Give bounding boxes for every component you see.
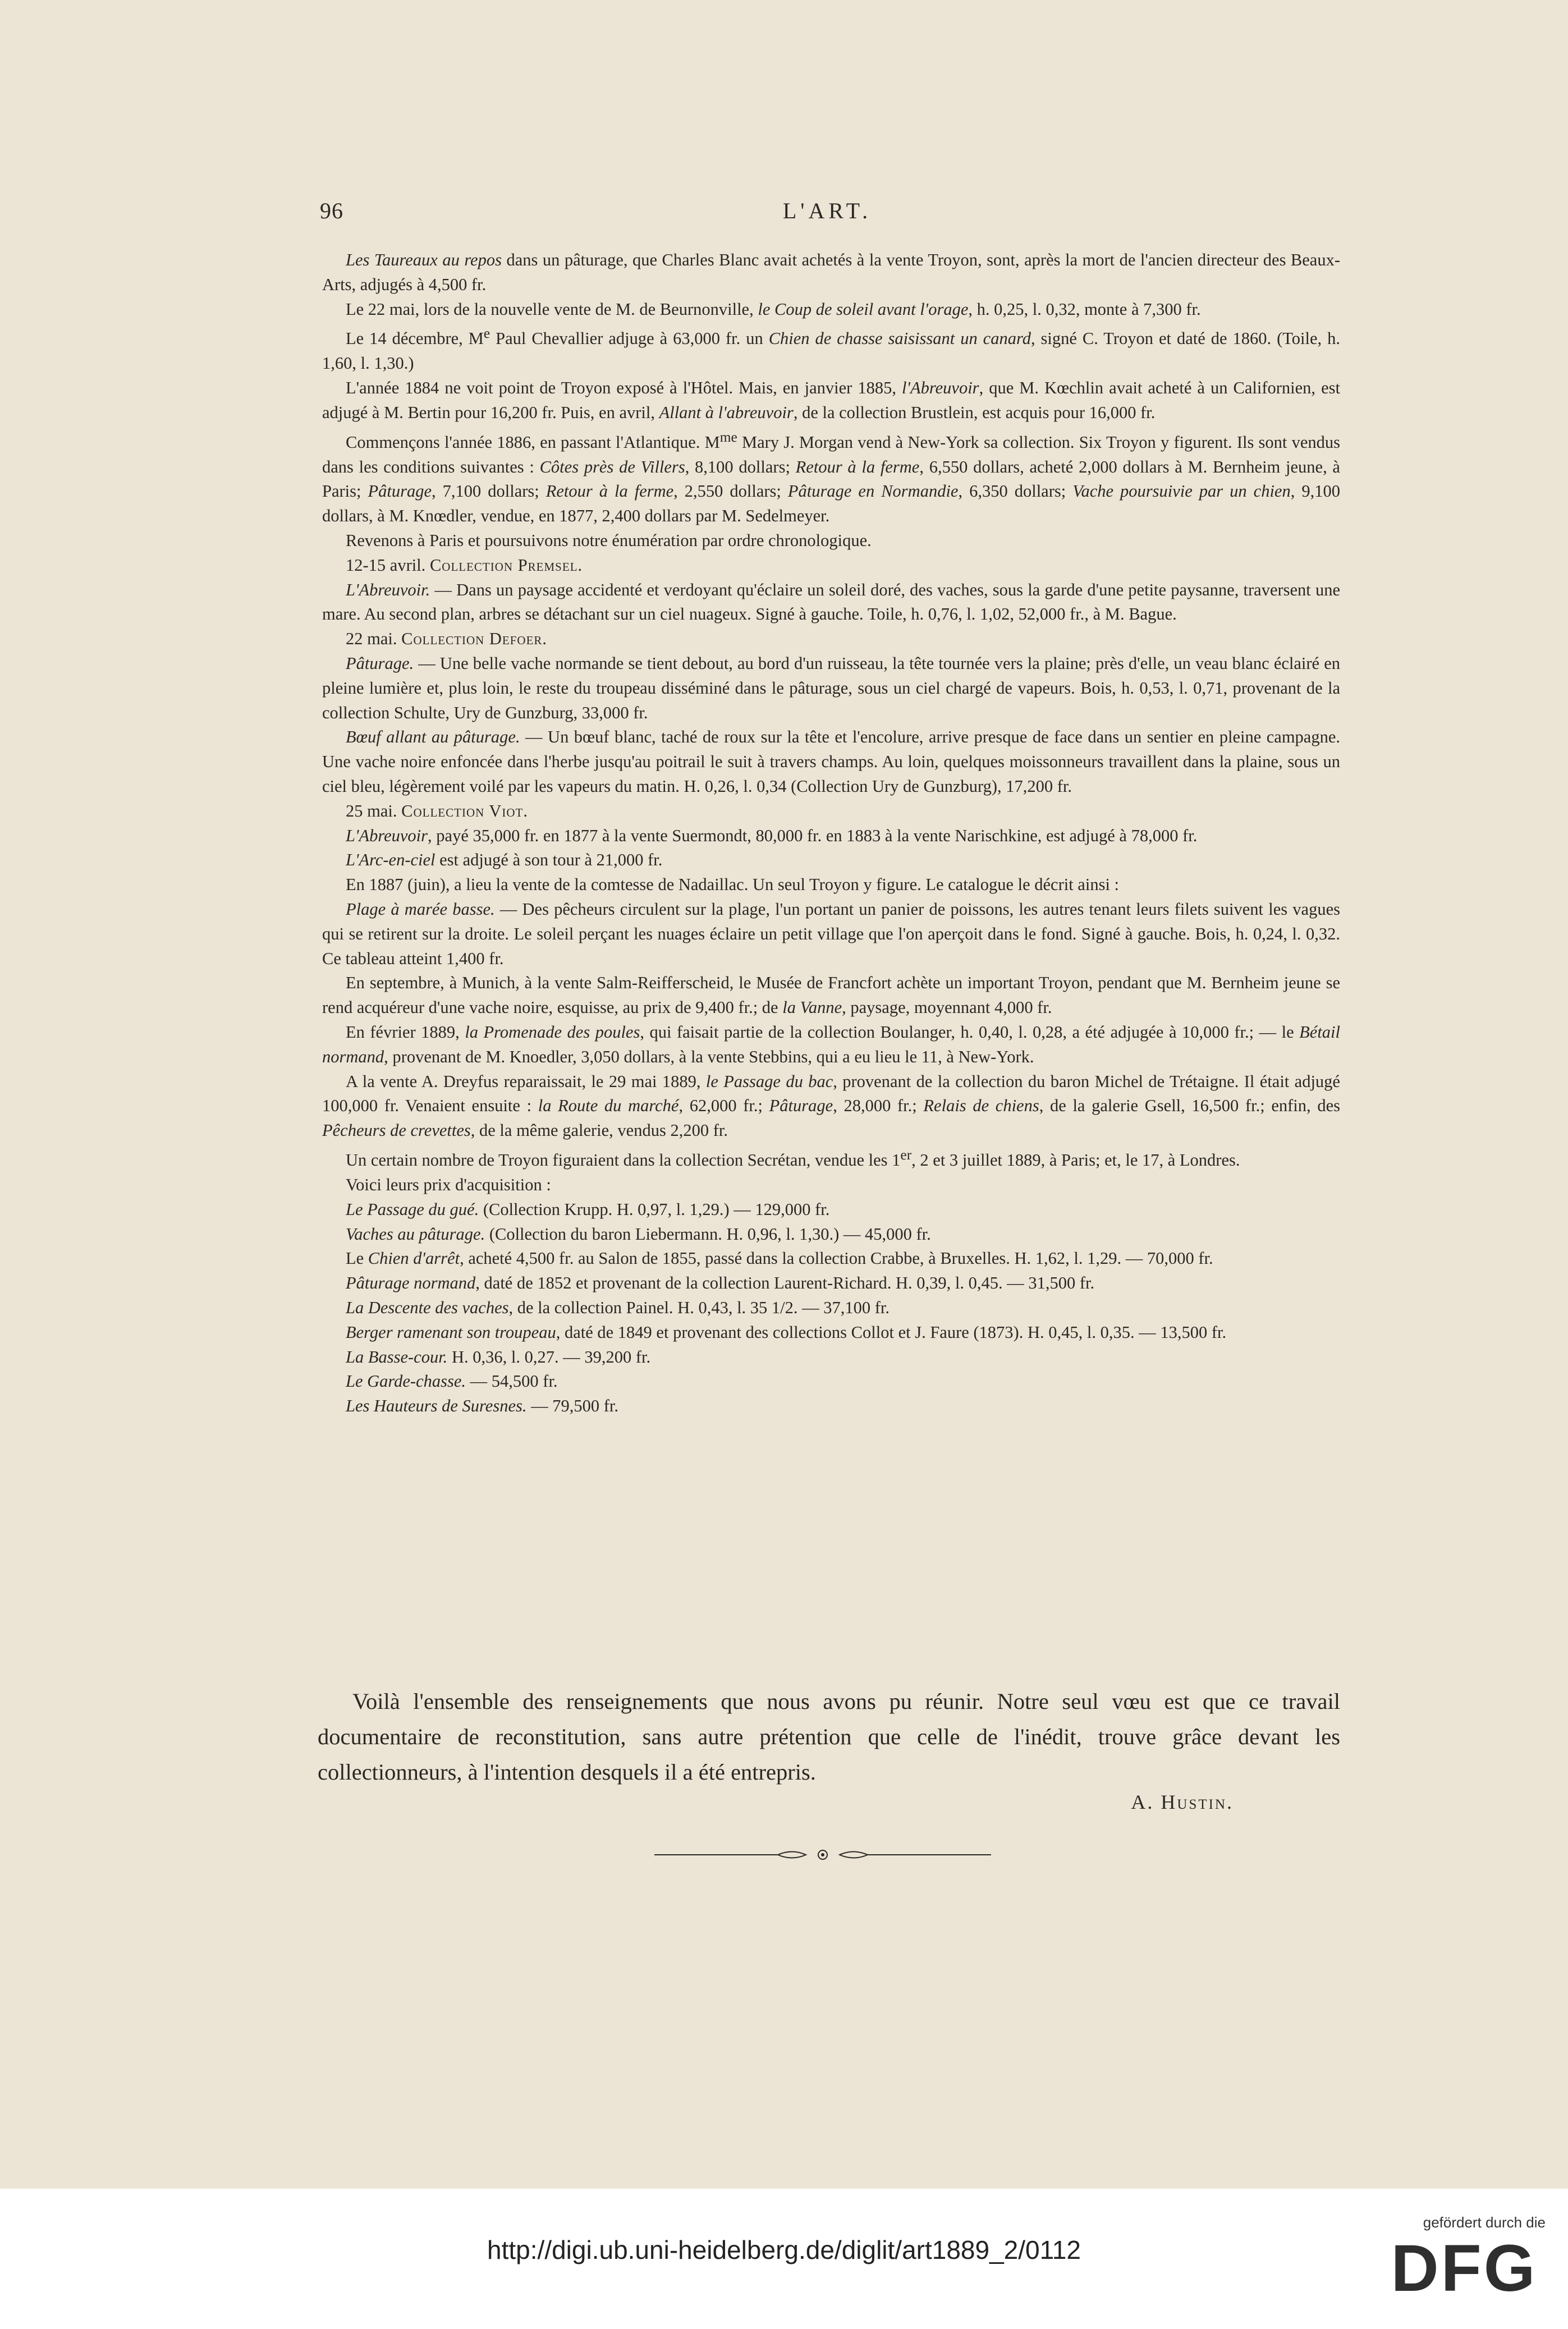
body-paragraph: 22 mai. Collection Defoer. <box>346 629 548 649</box>
body-paragraph: Revenons à Paris et poursuivons notre énumération par ordre chronologique. <box>346 531 872 551</box>
page-header <box>314 198 1340 229</box>
price-list-item: Les Hauteurs de Suresnes. — 79,500 fr. <box>346 1396 618 1416</box>
ornament-divider <box>654 1846 991 1863</box>
price-list-item: Le Passage du gué. (Collection Krupp. H. 0,97, l. 1,29.) — 129,000 fr. <box>346 1199 830 1219</box>
body-paragraph: Le 22 mai, lors de la nouvelle vente de M. de Beurnonville, le Coup de soleil avant l'orage, h. 0,25, l. 0,32, monte à 7,300 fr. <box>346 299 1201 319</box>
body-paragraph: L'Arc-en-ciel est adjugé à son tour à 21,000 fr. <box>346 850 663 870</box>
price-list-item: Le Chien d'arrêt, acheté 4,500 fr. au Salon de 1855, passé dans la collection Crabbe, à Bruxelles. H. 1,62, l. 1,29. — 70,000 fr. <box>346 1249 1213 1268</box>
body-paragraph: Un certain nombre de Troyon figuraient dans la collection Secrétan, vendue les 1er, 2 et 3 juillet 1889, à Paris; et, le 17, à Londres. <box>346 1147 1240 1170</box>
body-text <box>322 248 1340 1419</box>
price-list-item: Pâturage normand, daté de 1852 et provenant de la collection Laurent-Richard. H. 0,39, l. 0,45. — 31,500 fr. <box>346 1273 1095 1293</box>
body-paragraph: 25 mai. Collection Viot. <box>346 801 528 820</box>
body-paragraph: En 1887 (juin), a lieu la vente de la comtesse de Nadaillac. Un seul Troyon y figure. Le catalogue le décrit ainsi : <box>346 875 1120 895</box>
price-list-item: Le Garde-chasse. — 54,500 fr. <box>346 1372 558 1391</box>
body-paragraph: L'année 1884 ne voit point de Troyon exposé à l'Hôtel. Mais, en janvier 1885, l'Abreuvoir, que M. Kœchlin avait acheté à un Californien, est adjugé à M. Bertin pour 16,200 fr. Puis, en avril, Allant à l'abreuvoir, de la collection Brustlein, est acquis pour 16,000 fr. <box>322 378 1340 422</box>
author-signature: A. Hustin. <box>1131 1791 1234 1813</box>
body-paragraph: Bœuf allant au pâturage. — Un bœuf blanc, taché de roux sur la tête et l'encolure, arrive presque de face dans un sentier en pleine campagne. Une vache noire enfoncée dans l'herbe jusqu'au poitrail le suit à travers champs. Au loin, quelques moissonneurs travaillent dans la plaine, sous un ciel bleu, légèrement voilé par les vapeurs du matin. H. 0,26, l. 0,34 (Collection Ury de Gunzburg), 17,200 fr. <box>322 727 1341 796</box>
body-paragraph: Plage à marée basse. — Des pêcheurs circulent sur la plage, l'un portant un panier de poissons, les autres tenant leurs filets suivent les vagues qui se retirent sur la droite. Le soleil perçant les nuages éclaire un petit village que l'on aperçoit dans le fond. Signé à gauche. Bois, h. 0,24, l. 0,32. Ce tableau atteint 1,400 fr. <box>322 900 1340 968</box>
body-paragraph: En septembre, à Munich, à la vente Salm-Reifferscheid, le Musée de Francfort achète un important Troyon, pendant que M. Bernheim jeune se rend acquéreur d'une vache noire, esquisse, au prix de 9,400 fr.; de la Vanne, paysage, moyennant 4,000 fr. <box>322 973 1340 1017</box>
body-paragraph: Les Taureaux au repos dans un pâturage, que Charles Blanc avait achetés à la vente Troyon, sont, après la mort de l'ancien directeur des Beaux-Arts, adjugés à 4,500 fr. <box>322 250 1341 294</box>
funding-note: gefördert durch die <box>1423 2214 1546 2231</box>
body-paragraph: Le 14 décembre, Me Paul Chevallier adjuge à 63,000 fr. un Chien de chasse saisissant un canard, signé C. Troyon et daté de 1860. (Toile, h. 1,60, l. 1,30.) <box>322 325 1340 373</box>
body-paragraph: Voici leurs prix d'acquisition : <box>346 1175 551 1194</box>
page-number: 96 <box>320 198 343 223</box>
body-paragraph: A la vente A. Dreyfus reparaissait, le 29 mai 1889, le Passage du bac, provenant de la collection du baron Michel de Trétaigne. Il était adjugé 100,000 fr. Venaient ensuite : la Route du marché, 62,000 fr.; Pâturage, 28,000 fr.; Relais de chiens, de la galerie Gsell, 16,500 fr.; enfin, des Pêcheurs de crevettes, de la même galerie, vendus 2,200 fr. <box>322 1071 1340 1140</box>
svg-text:DFG: DFG <box>1391 2236 1538 2298</box>
conclusion <box>318 1684 1340 1790</box>
body-paragraph: Commençons l'année 1886, en passant l'Atlantique. $M^{me}$ Mary J. Morgan vend à New-York sa collection. Six Troyon y figurent. Ils sont vendus dans les conditions suivantes : Côtes près de Villers, 8,100 dollars; Retour à la ferme, 6,550 dollars, acheté 2,000 dollars à M. Bernheim jeune, à Paris; Pâturage, 7,100 dollars; Retour à la ferme, 2,550 dollars; Pâturage en Normandie, 6,350 dollars; Vache poursuivie par un chien, 9,100 dollars, à M. Knœdler, vendue, en 1877, 2,400 dollars par M. Sedelmeyer. <box>322 429 1340 526</box>
body-paragraph: En février 1889, la Promenade des poules, qui faisait partie de la collection Boulanger, h. 0,40, l. 0,28, a été adjugée à 10,000 fr.; — le Bétail normand, provenant de M. Knoedler, 3,050 dollars, à la vente Stebbins, qui a eu lieu le 11, à New-York. <box>322 1023 1340 1066</box>
body-paragraph: Pâturage. — Une belle vache normande se tient debout, au bord d'un ruisseau, la tête tournée vers la plaine; près d'elle, un veau blanc éclairé en pleine lumière et, plus loin, le reste du troupeau disséminé dans le pâturage, sous un ciel chargé de vapeurs. Bois, h. 0,53, l. 0,71, provenant de la collection Schulte, Ury de Gunzburg, 33,000 fr. <box>322 654 1340 722</box>
running-title: L'ART. <box>782 198 872 223</box>
price-list-item: La Descente des vaches, de la collection Painel. H. 0,43, l. 35 1/2. — 37,100 fr. <box>346 1298 890 1317</box>
price-list-item: Berger ramenant son troupeau, daté de 1849 et provenant des collections Collot et J. Faure (1873). H. 0,45, l. 0,35. — 13,500 fr. <box>346 1322 1227 1342</box>
dfg-logo <box>1383 2236 1546 2298</box>
price-list-item: La Basse-cour. H. 0,36, l. 0,27. — 39,200 fr. <box>346 1347 651 1367</box>
permalink-url[interactable]: http://digi.ub.uni-heidelberg.de/diglit/art1889_2/0112 <box>487 2235 1081 2264</box>
funder-block <box>1377 2214 1546 2309</box>
price-list-item: Vaches au pâturage. (Collection du baron Liebermann. H. 0,96, l. 1,30.) — 45,000 fr. <box>346 1224 931 1244</box>
conclusion-paragraph: Voilà l'ensemble des renseignements que nous avons pu réunir. Notre seul vœu est que ce travail documentaire de reconstitution, sans autre prétention que celle de l'inédit, trouve grâce devant les collectionneurs, à l'intention desquels il a été entrepris. <box>318 1689 1340 1785</box>
body-paragraph: L'Abreuvoir. — Dans un paysage accidenté et verdoyant qu'éclaire un soleil doré, des vaches, sous la garde d'une petite paysanne, traversent une mare. Au second plan, arbres se détachant sur un ciel nuageux. Signé à gauche. Toile, h. 0,76, l. 1,02, 52,000 fr., à M. Bague. <box>322 580 1340 624</box>
body-paragraph: 12-15 avril. Collection Premsel. <box>346 555 583 575</box>
body-paragraph: L'Abreuvoir, payé 35,000 fr. en 1877 à la vente Suermondt, 80,000 fr. en 1883 à la vente Narischkine, est adjugé à 78,000 fr. <box>346 826 1198 845</box>
